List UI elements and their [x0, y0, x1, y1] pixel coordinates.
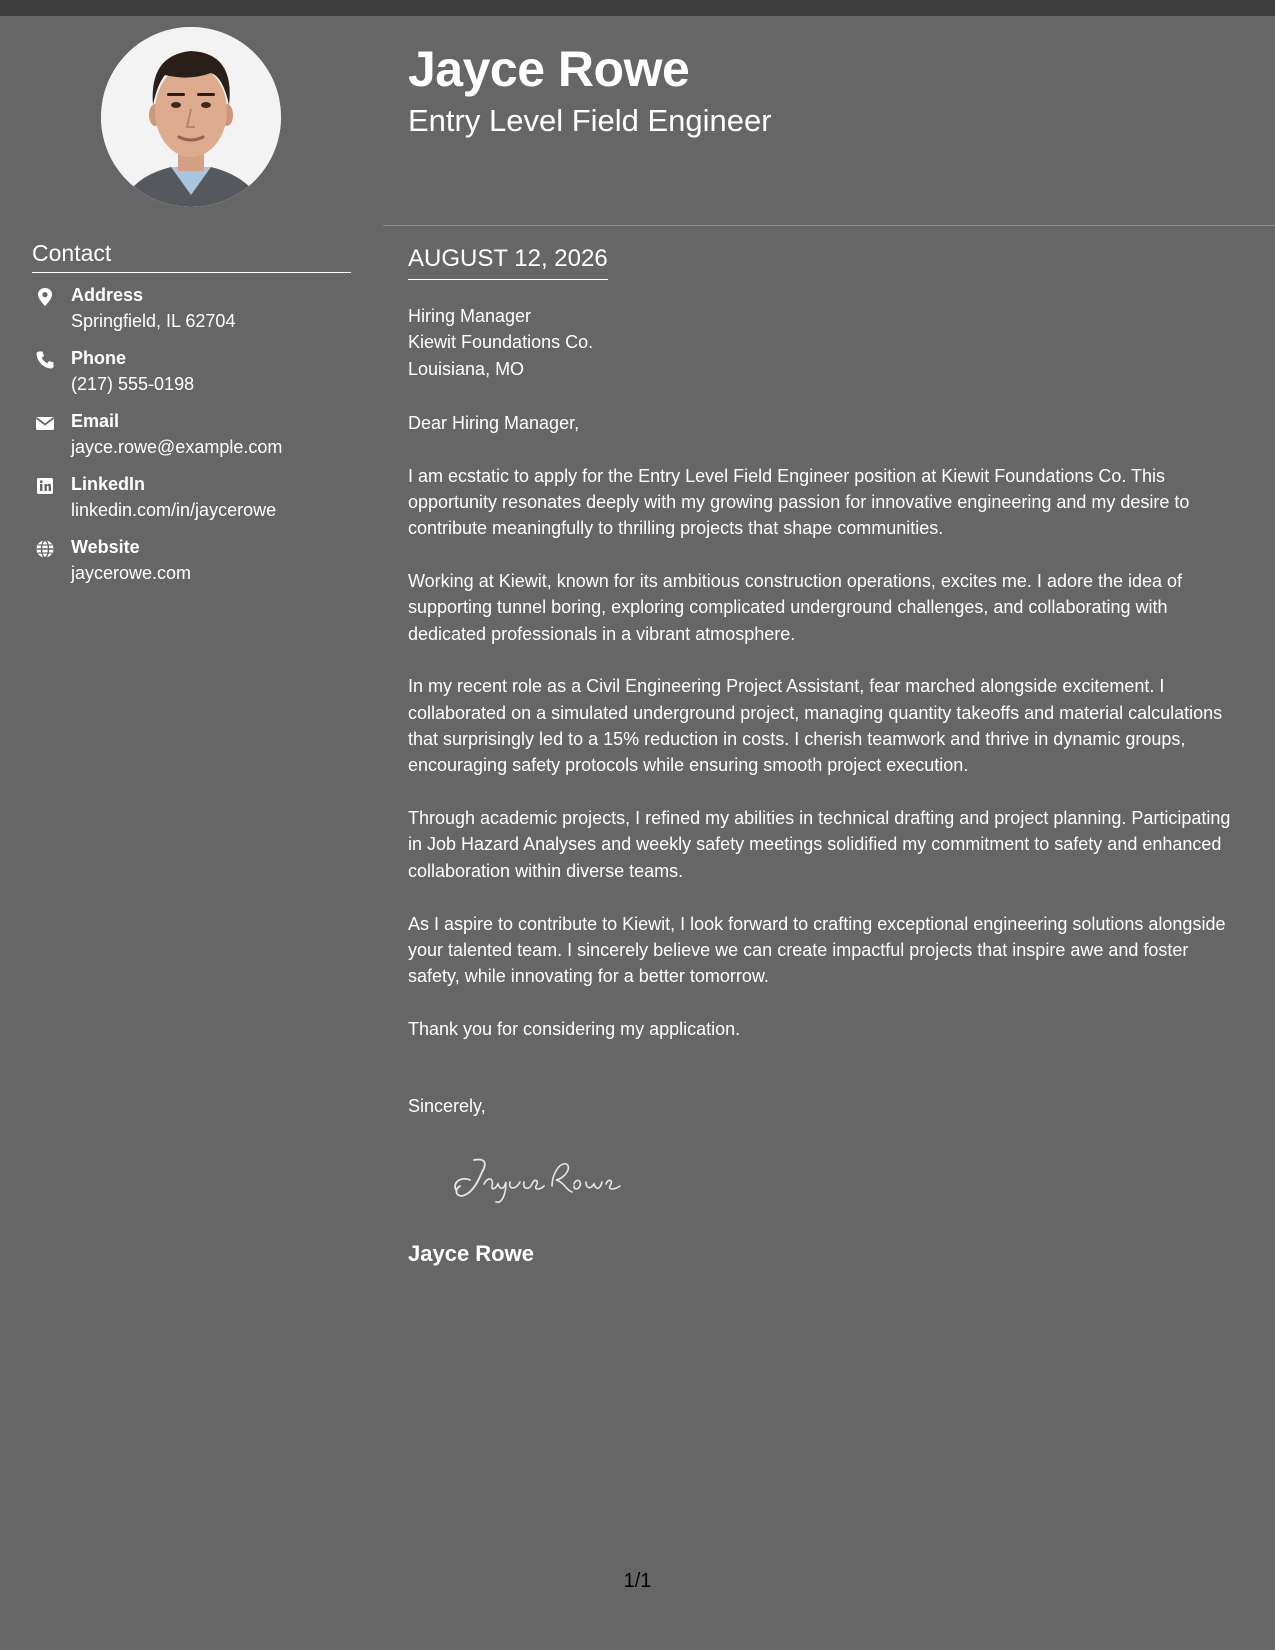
recipient-block — [408, 303, 1238, 382]
recipient-line: Kiewit Foundations Co. — [408, 332, 594, 353]
contact-item-website — [32, 537, 362, 600]
contact-item-address — [32, 285, 362, 348]
letter-date: AUGUST 12, 2026 — [408, 245, 608, 280]
website-value[interactable]: jaycerowe.com — [71, 563, 192, 583]
handwritten-signature — [448, 1148, 648, 1208]
linkedin-value[interactable]: linkedin.com/in/jaycerowe — [71, 500, 277, 520]
page-number: 1/1 — [623, 1570, 652, 1592]
contact-item-email — [32, 411, 362, 474]
contact-list — [32, 285, 362, 600]
letter-paragraph: As I aspire to contribute to Kiewit, I look forward to crafting exceptional engineering solutions alongside your talented team. I sincerely believe we can create impactful projects that inspire awe and foster safety, while innovating for a better tomorrow. — [408, 913, 1226, 987]
contact-label: Email — [71, 411, 120, 431]
contact-label: LinkedIn — [71, 474, 146, 494]
salutation: Dear Hiring Manager, — [408, 412, 580, 433]
letter-paragraph: In my recent role as a Civil Engineering Project Assistant, fear marched alongside excitement. I collaborated on a simulated underground project, managing quantity takeoffs and material calculations that surprisingly led to a 15% reduction in costs. I cherish teamwork and thrive in dynamic groups, encouraging safety protocols while ensuring smooth project execution. — [408, 676, 1223, 776]
contact-item-phone — [32, 348, 362, 411]
phone-value: (217) 555-0198 — [71, 374, 195, 394]
letter-paragraph: Working at Kiewit, known for its ambitious construction operations, excites me. I adore the idea of supporting tunnel boring, exploring complicated underground challenges, and collaborating with dedicated professionals in a vibrant atmosphere. — [408, 571, 1183, 644]
linkedin-icon — [35, 476, 55, 496]
phone-icon — [35, 350, 55, 370]
recipient-line: Louisiana, MO — [408, 358, 525, 379]
letter-paragraph: Through academic projects, I refined my abilities in technical drafting and project planning. Participating in Job Hazard Analyses and weekly safety meetings solidified my commitment to safety and enhanced collaboration within diverse teams. — [408, 808, 1231, 881]
map-pin-icon — [35, 287, 55, 307]
letter-body — [408, 303, 1238, 1069]
contact-heading: Contact — [32, 240, 351, 273]
address-value: Springfield, IL 62704 — [71, 311, 236, 331]
contact-item-linkedin — [32, 474, 362, 537]
letter-paragraph: Thank you for considering my application. — [408, 1018, 741, 1039]
signer-name: Jayce Rowe — [408, 1241, 534, 1266]
applicant-name: Jayce Rowe — [408, 41, 690, 97]
globe-icon — [35, 539, 55, 559]
contact-label: Website — [71, 537, 140, 557]
header-divider — [383, 225, 1275, 226]
top-bar — [0, 0, 1275, 16]
contact-label: Address — [71, 285, 144, 305]
recipient-line: Hiring Manager — [408, 306, 532, 326]
email-value[interactable]: jayce.rowe@example.com — [71, 437, 283, 457]
letter-paragraph: I am ecstatic to apply for the Entry Level Field Engineer position at Kiewit Foundations Co. This opportunity resonates deeply with my growing passion for innovative engineering and my desire to contribute meaningfully to thrilling projects that shape communities. — [408, 465, 1190, 539]
avatar — [101, 27, 281, 207]
closing: Sincerely, — [408, 1096, 486, 1116]
contact-label: Phone — [71, 348, 127, 368]
envelope-icon — [35, 413, 55, 433]
job-title: Entry Level Field Engineer — [408, 103, 772, 138]
